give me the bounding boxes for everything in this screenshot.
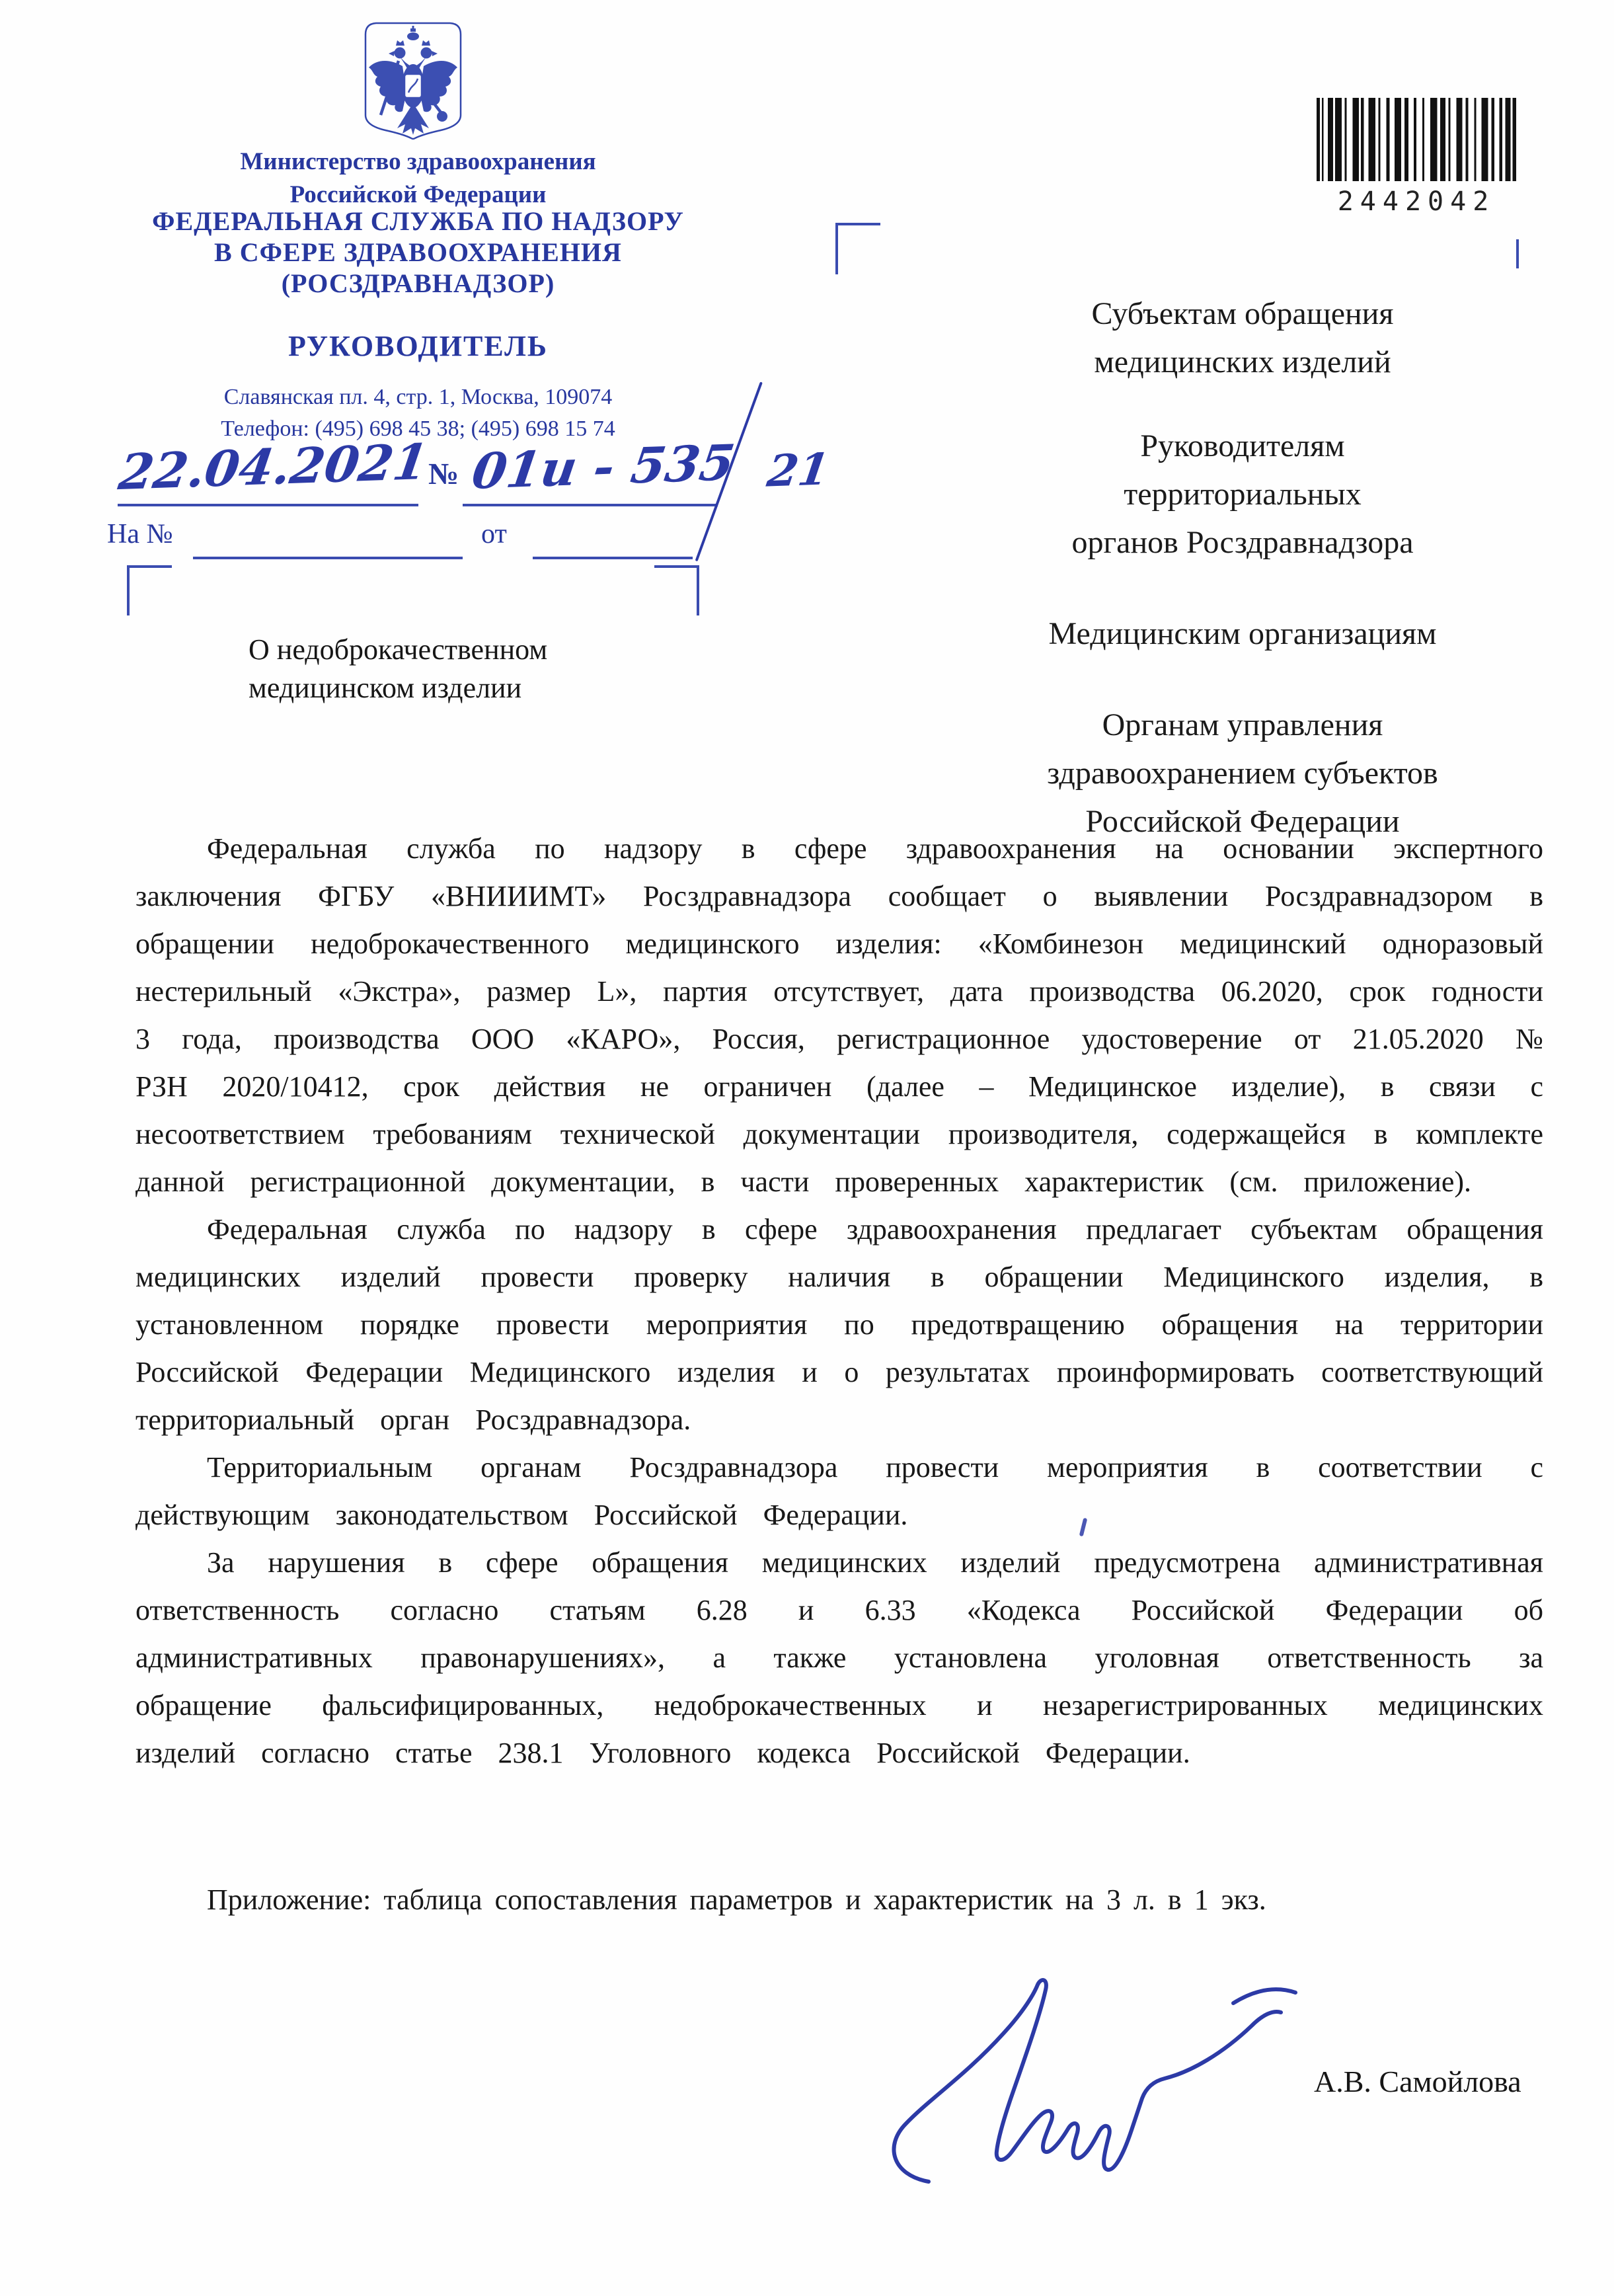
position-title: РУКОВОДИТЕЛЬ: [288, 330, 548, 362]
addressee-line: органов Росздравнадзора: [1071, 525, 1414, 560]
signer-name: А.В. Самойлова: [1314, 2065, 1521, 2098]
signature-scribble: [866, 1975, 1309, 2200]
body-paragraph-2: Федеральная служба по надзору в сфере здравоохранения предлагает субъектам обращения медицинских изделий провести проверку наличия в обращении Медицинского изделия, в установленном порядке провести мероприятия по предотвращению обращения на территории Российской Федерации Медицинского изделия и о результатах проинформировать соответствующий территориальный орган Росздравнадзора.: [135, 1213, 1543, 1436]
addressee-group-authorities: [945, 701, 1540, 846]
subject-bracket-right-side: [697, 565, 699, 615]
addressee-line: Медицинским организациям: [1048, 616, 1437, 651]
subject-bracket-right-top: [654, 565, 699, 568]
body-paragraph-1: Федеральная служба по надзору в сфере здравоохранения на основании экспертного заключения ФГБУ «ВНИИИМТ» Росздравнадзора сообщает о выявлении Росздравнадзором в обращении недоброкачественного медицинского изделия: «Комбинезон медицинский одноразовый нестерильный «Экстра», размер L», партия отсутствует, дата производства 06.2020, срок годности 3 года, производства ООО «КАРО», Россия, регистрационное удостоверение от 21.05.2020 № РЗН 2020/10412, срок действия не ограничен (далее – Медицинское изделие), в связи с несоответствием требованиям технической документации производителя, содержащейся в комплекте данной регистрационной документации, в части проверенных характеристик (см. приложение).: [135, 832, 1543, 1198]
addressee-group-subjects: [945, 290, 1540, 386]
body-paragraph-4: За нарушения в сфере обращения медицинских изделий предусмотрена административная ответственность согласно статьям 6.28 и 6.33 «Кодекса Российской Федерации об административных правонарушениях», а также установлена уголовная ответственность за обращение фальсифицированных, недоброкачественных и незарегистрированных медицинских изделий согласно статье 238.1 Уголовного кодекса Российской Федерации.: [135, 1546, 1543, 1769]
ministry-name-line2: Российской Федерации: [289, 181, 547, 208]
ministry-name-line1: Министерство здравоохранения: [240, 148, 596, 175]
handwritten-number: 01и - 535: [468, 434, 738, 500]
reply-date-underline: [533, 557, 693, 559]
addressee-line: Субъектам обращения: [1091, 296, 1394, 331]
org-address: Славянская пл. 4, стр. 1, Москва, 109074: [223, 385, 613, 409]
addressee-line: здравоохранением субъектов: [1047, 756, 1438, 791]
service-name-line2: В СФЕРЕ ЗДРАВООХРАНЕНИЯ: [214, 237, 622, 267]
addressee-line: территориальных: [1124, 477, 1362, 512]
handwritten-date: 22.04.2021: [115, 433, 432, 502]
subject-line1: О недоброкачественном: [249, 633, 548, 666]
handwritten-year: 21: [764, 443, 833, 497]
addressee-group-heads: [945, 422, 1540, 567]
addressee-line: Российской Федерации: [1085, 804, 1400, 839]
addressee-line: Органам управления: [1102, 707, 1383, 742]
addressee-bracket-top: [835, 223, 880, 225]
reply-number-label: На №: [107, 519, 173, 549]
right-margin-tick: [1516, 239, 1519, 268]
reply-from-label: от: [481, 519, 507, 549]
attachment-note: Приложение: таблица сопоставления параметров и характеристик на 3 л. в 1 экз.: [207, 1883, 1266, 1916]
service-name-line1: ФЕДЕРАЛЬНАЯ СЛУЖБА ПО НАДЗОРУ: [152, 206, 684, 236]
number-underline: [463, 504, 718, 506]
subject-line2: медицинском изделии: [249, 672, 522, 704]
addressee-line: Руководителям: [1140, 428, 1345, 463]
service-name-line3: (РОСЗДРАВНАДЗОР): [281, 268, 555, 298]
letter-body: [135, 825, 1543, 1924]
subject-bracket-left-side: [127, 565, 130, 615]
number-sign: №: [428, 457, 459, 491]
barcode-number: 2442042: [1337, 186, 1496, 217]
coat-of-arms-icon: [360, 19, 466, 140]
addressee-group-medorgs: [945, 610, 1540, 658]
subject-bracket-left-top: [127, 565, 172, 568]
barcode: [1317, 98, 1516, 181]
addressee-bracket-side: [835, 223, 838, 274]
body-paragraph-3: Территориальным органам Росздравнадзора провести мероприятия в соответствии с действующим законодательством Российской Федерации.: [135, 1451, 1543, 1531]
addressee-line: медицинских изделий: [1094, 344, 1391, 379]
org-phone: Телефон: (495) 698 45 38; (495) 698 15 74: [221, 416, 615, 441]
date-underline: [118, 504, 418, 506]
reply-number-underline: [193, 557, 463, 559]
